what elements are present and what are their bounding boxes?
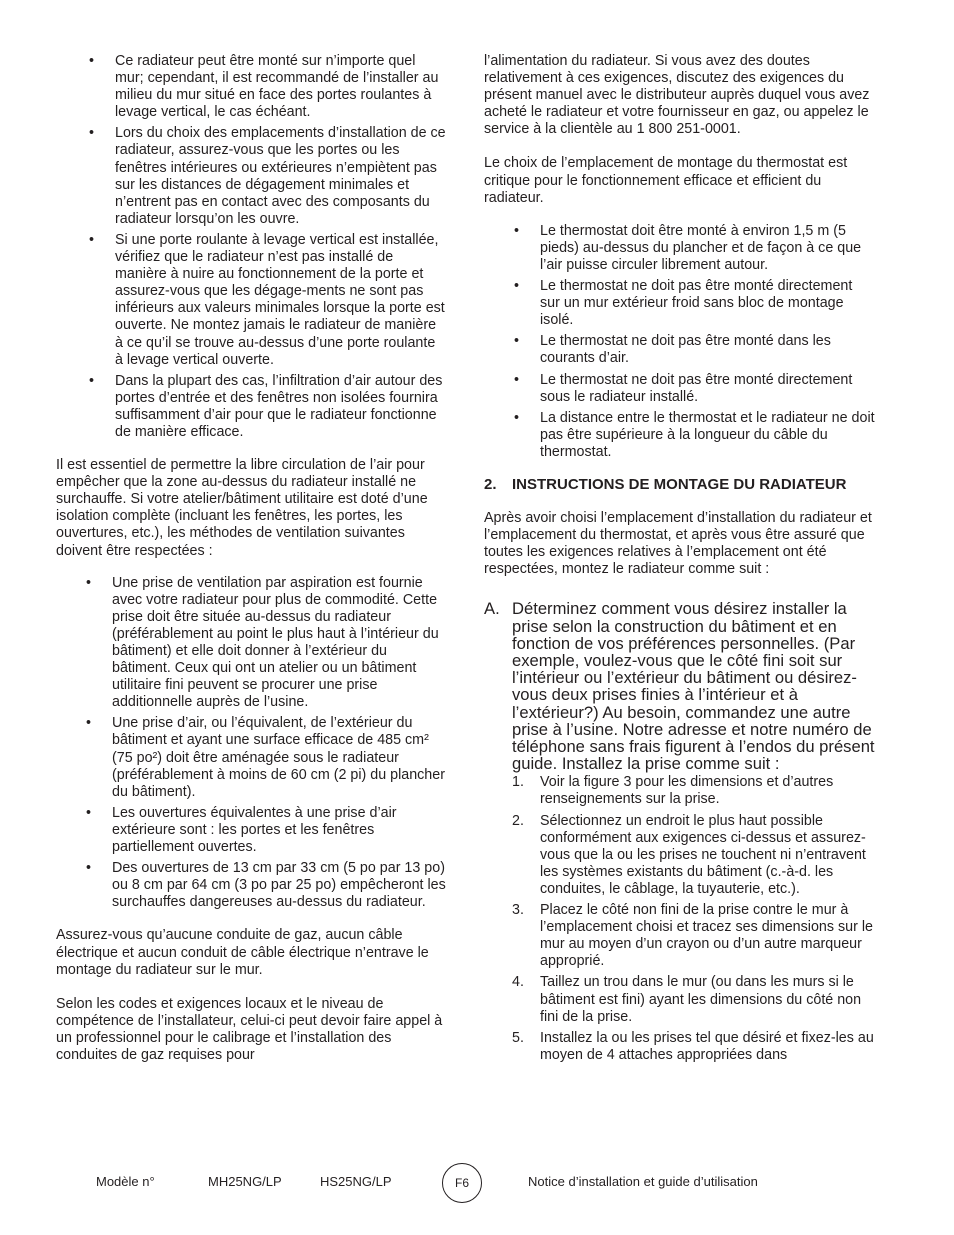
list-item: • La distance entre le thermostat et le radiateur ne doit pas être supérieure à la longueur du câble du thermostat. [540, 410, 876, 461]
substep-number: 3. [512, 902, 524, 919]
codes-paragraph: Selon les codes et exigences locaux et le niveau de compétence de l’installateur, celui-ci peut devoir faire appel à un professionnel pour le calibrage et l’installation des conduites de gaz requises pour [56, 995, 443, 1063]
substep-item [512, 974, 876, 1025]
list-item: • Le thermostat ne doit pas être monté dans les courants d’air. [540, 333, 876, 367]
document-title: Notice d’installation et guide d’utilisation [528, 1174, 758, 1189]
list-item: • Dans la plupart des cas, l’infiltration d’air autour des portes d’entrée et des fenêtres non isolées fournira suffisamment d’air pour que le radiateur fonctionne de manière efficace. [115, 373, 446, 441]
placement-bullet-list [115, 53, 446, 441]
section-number: 2. [484, 475, 497, 493]
substep-text: Voir la figure 3 pour les dimensions et d’autres renseignements sur la prise. [540, 774, 834, 808]
thermostat-paragraph: Le choix de l’emplacement de montage du thermostat est critique pour le fonctionnement efficace et efficient du radiateur. [484, 155, 848, 206]
model-number-2: HS25NG/LP [320, 1174, 392, 1189]
step-text: Déterminez comment vous désirez installer la prise selon la construction du bâtiment et en fonction de vos préférences personnelles. (Par exemple, voulez-vous que le côté fini soit sur l’intérieur ou l’extérieur du bâtiment ou désirez-vous deux prises finies à l’intérieur et à l’extérieur?) Au besoin, commandez une autre prise à l’usine. Notre adresse et notre numéro de téléphone sans frais figurent à l’endos du présent guide. Installez la prise comme suit : [512, 599, 875, 774]
page-footer [0, 1163, 954, 1203]
substep-number: 4. [512, 974, 524, 991]
continued-paragraph: l’alimentation du radiateur. Si vous avez des doutes relativement à ces exigences, discutez des exigences du présent manuel avec le distributeur auprès duquel vous avez acheté le radiateur et votre fournisseur en gaz, ou appelez le service à la clientèle au 1 800 251-0001. [484, 53, 870, 138]
section-title: INSTRUCTIONS DE MONTAGE DU RADIATEUR [512, 475, 847, 493]
model-label: Modèle n° [96, 1174, 155, 1189]
ventilation-bullet-list [112, 575, 446, 912]
step-a [484, 600, 876, 772]
intro-paragraph: Après avoir choisi l’emplacement d’installation du radiateur et l’emplacement du thermostat, et après vous être assuré que toutes les exigences relatives à l’emplacement ont été respectées, montez le radiateur comme suit : [484, 509, 872, 578]
substep-text: Taillez un trou dans le mur (ou dans les murs si le bâtiment est fini) ayant les dimensions du côté non fini de la prise. [540, 974, 862, 1025]
section-heading [484, 475, 876, 494]
list-item: • Le thermostat doit être monté à environ 1,5 m (5 pieds) au-dessus du plancher et de façon à ce que l’air puisse circuler librement autour. [540, 223, 876, 274]
page-number: F6 [442, 1163, 482, 1203]
thermostat-bullet-list [540, 223, 876, 461]
ventilation-paragraph: Il est essentiel de permettre la libre circulation de l’air pour empêcher que la zone au-dessus du radiateur installé ne surchauffe. Si votre atelier/bâtiment utilitaire est doté d’une isolation complète (incluant les fenêtres, les portes, les ouvertures, etc.), les méthodes de ventilation suivantes doivent être respectées : [56, 457, 428, 559]
substep-number: 5. [512, 1029, 524, 1046]
substep-text: Placez le côté non fini de la prise contre le mur à l’emplacement choisi et tracez ses dimensions sur le mur au moyen d’un crayon ou d’un autre marqueur approprié. [540, 902, 873, 970]
left-column [56, 53, 446, 1064]
substep-item [512, 812, 876, 898]
right-column [484, 53, 876, 1068]
list-item: • Les ouvertures équivalentes à une prise d’air extérieure sont : les portes et les fenêtres partiellement ouvertes. [112, 805, 446, 856]
model-number-1: MH25NG/LP [208, 1174, 282, 1189]
substep-number: 2. [512, 812, 524, 829]
substep-item [512, 774, 876, 808]
substep-text: Sélectionnez un endroit le plus haut possible conformément aux exigences ci-dessus et assurez-vous que la ou les prises ne touchent ni n’entravent les systèmes existants du bâtiment (c.-à-d. les conduites, le câblage, la tuyauterie, etc.). [540, 812, 866, 897]
substep-number: 1. [512, 774, 524, 791]
list-item: • Des ouvertures de 13 cm par 33 cm (5 po par 13 po) ou 8 cm par 64 cm (3 po par 25 po) empêcheront les surchauffes dangereuses au-dessus du radiateur. [112, 860, 446, 911]
substep-list [512, 774, 876, 1064]
step-label: A. [484, 599, 500, 619]
list-item: • Lors du choix des emplacements d’installation de ce radiateur, assurez-vous que les portes ou les fenêtres intérieures ou extérieures n’empiètent pas sur les distances de dégagement minimales et n’entrent pas en contact avec des composants du radiateur lorsqu’on les ouvre. [115, 125, 446, 228]
list-item: • Si une porte roulante à levage vertical est installée, vérifiez que le radiateur n’est pas installé de manière à nuire au fonctionnement de la porte et assurez-vous que les dégage-ments ne sont pas inférieurs aux valeurs minimales lorsque la porte est ouverte. Ne montez jamais le radiateur de manière à ce qu’il se trouve au-dessus d’une porte roulante à levage vertical ouverte. [115, 232, 446, 369]
list-item: • Une prise d’air, ou l’équivalent, de l’extérieur du bâtiment et ayant une surface efficace de 485 cm² (75 po²) doit être aménagée sous le radiateur (préférablement à moins de 60 cm (2 pi) du plancher du bâtiment). [112, 715, 446, 800]
substep-item [512, 902, 876, 970]
substep-text: Installez la ou les prises tel que désiré et fixez-les au moyen de 4 attaches appropriées dans [540, 1029, 874, 1063]
list-item: • Le thermostat ne doit pas être monté directement sur un mur extérieur froid sans bloc de montage isolé. [540, 278, 876, 329]
gas-line-paragraph: Assurez-vous qu’aucune conduite de gaz, aucun câble électrique et aucun conduit de câble électrique n’entrave le montage du radiateur sur le mur. [56, 927, 429, 978]
substep-item [512, 1029, 876, 1064]
list-item: • Le thermostat ne doit pas être monté directement sous le radiateur installé. [540, 372, 876, 406]
list-item: • Une prise de ventilation par aspiration est fournie avec votre radiateur pour plus de commodité. Cette prise doit être située au-dessus du radiateur (préférablement au point le plus haut à l’intérieur du bâtiment) et elle doit donner à l’extérieur du bâtiment. Ceux qui ont un atelier ou un bâtiment utilitaire fini peuvent se procurer une prise additionnelle auprès de l’usine. [112, 575, 446, 712]
list-item: • Ce radiateur peut être monté sur n’importe quel mur; cependant, il est recommandé de l’installer au milieu du mur situé en face des portes roulantes à levage vertical, le cas échéant. [115, 53, 446, 121]
